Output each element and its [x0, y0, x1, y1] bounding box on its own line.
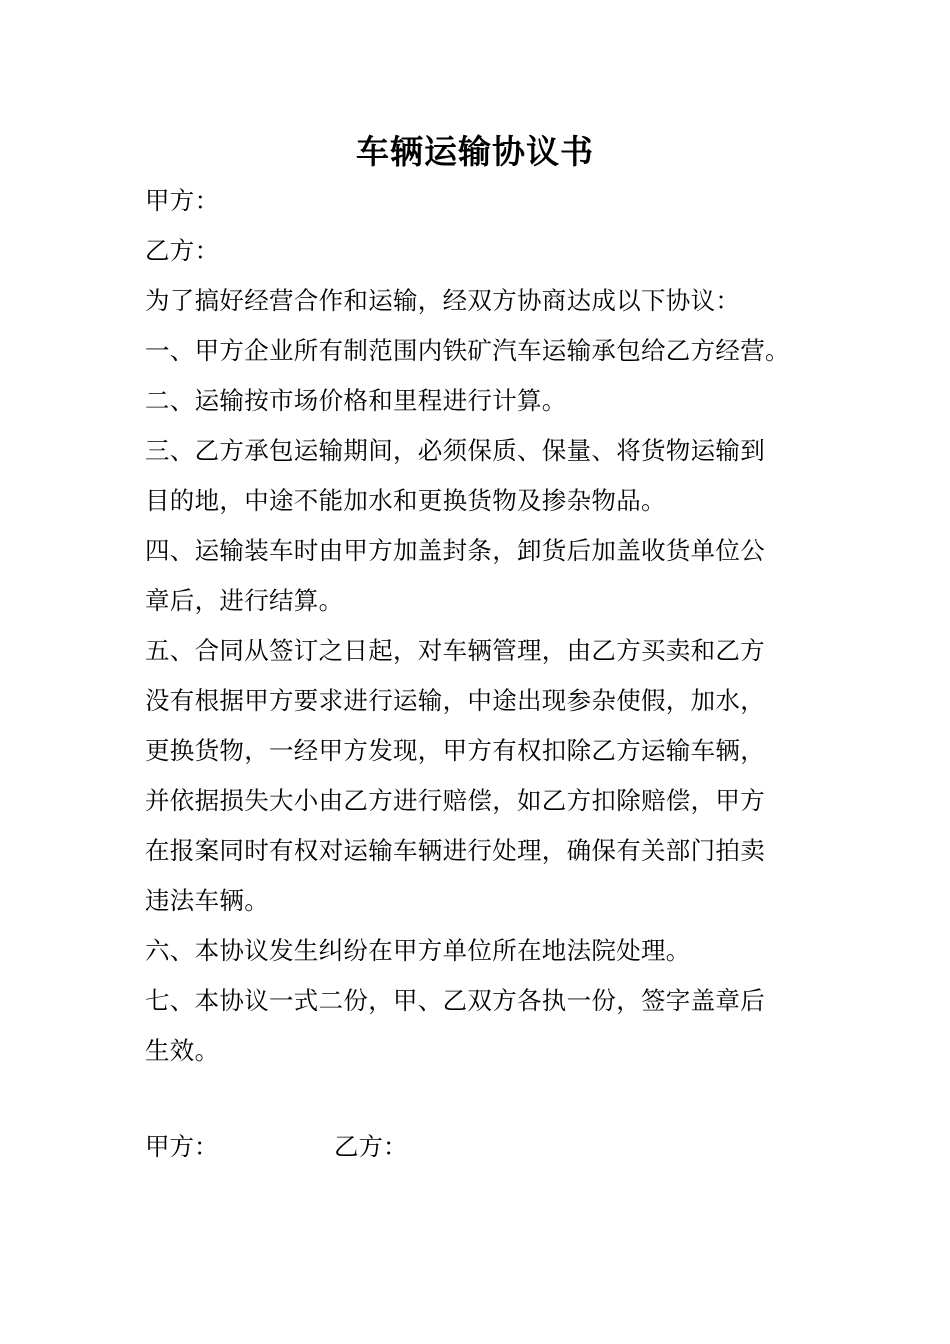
signature-party-a: 甲方：	[145, 1132, 219, 1161]
clause-7-line-2: 生效。	[145, 1036, 220, 1065]
clause-7-line-1: 七、本协议一式二份，甲、乙双方各执一份，签字盖章后	[145, 986, 765, 1015]
clause-5-line-6: 违法车辆。	[145, 886, 269, 915]
signature-party-b: 乙方：	[334, 1132, 408, 1161]
clause-4-line-1: 四、运输装车时由甲方加盖封条，卸货后加盖收货单位公	[145, 536, 765, 565]
document-body	[145, 176, 807, 1076]
clause-5-line-2: 没有根据甲方要求进行运输，中途出现参杂使假，加水，	[145, 686, 765, 715]
signature-row	[145, 1122, 807, 1172]
clause-5-line-4: 并依据损失大小由乙方进行赔偿，如乙方扣除赔偿，甲方	[145, 786, 765, 815]
clause-6-line: 六、本协议发生纠纷在甲方单位所在地法院处理。	[145, 936, 691, 965]
clause-5-line-5: 在报案同时有权对运输车辆进行处理，确保有关部门拍卖	[145, 836, 765, 865]
clause-5-line-3: 更换货物，一经甲方发现，甲方有权扣除乙方运输车辆，	[145, 736, 765, 765]
clause-3-line-2: 目的地，中途不能加水和更换货物及掺杂物品。	[145, 486, 666, 515]
document-title: 车辆运输协议书	[356, 132, 594, 171]
clause-1-line: 一、甲方企业所有制范围内铁矿汽车运输承包给乙方经营。	[145, 336, 790, 365]
party-a-line: 甲方：	[145, 186, 220, 215]
clause-5-line-1: 五、合同从签订之日起，对车辆管理，由乙方买卖和乙方	[145, 636, 765, 665]
clause-2-line: 二、运输按市场价格和里程进行计算。	[145, 386, 567, 415]
preamble-line: 为了搞好经营合作和运输，经双方协商达成以下协议：	[145, 286, 741, 315]
clause-3-line-1: 三、乙方承包运输期间，必须保质、保量、将货物运输到	[145, 436, 765, 465]
party-b-line: 乙方：	[145, 236, 220, 265]
clause-4-line-2: 章后，进行结算。	[145, 586, 344, 615]
